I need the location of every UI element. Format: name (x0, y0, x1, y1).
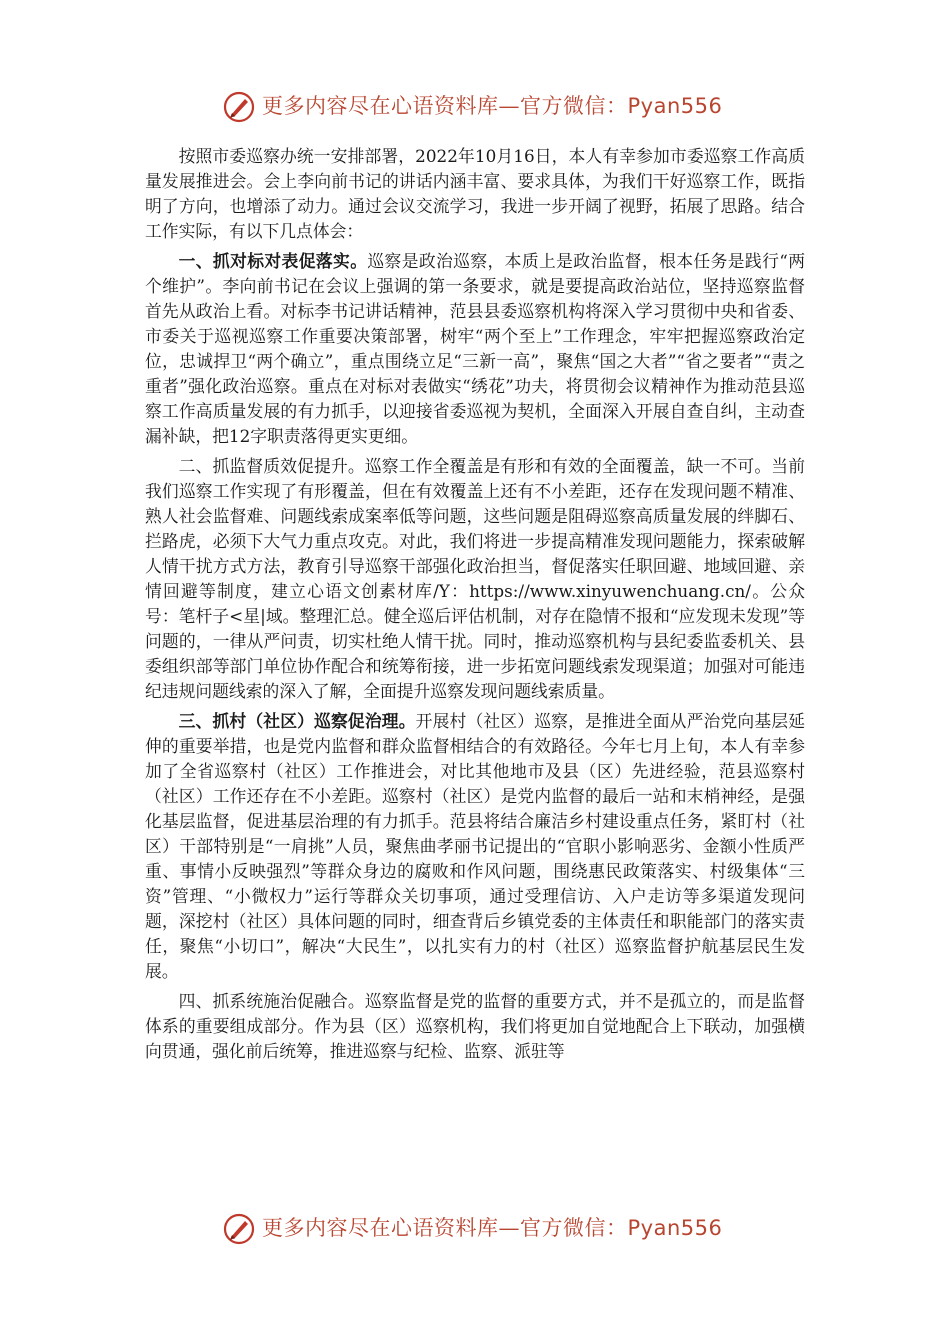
section-body-1: 巡察是政治巡察，本质上是政治监督，根本任务是践行“两个维护”。李向前书记在会议上强调的第一条要求，就是要提高政治站位，坚持巡察监督首先从政治上看。对标李书记讲话精神，范县县委巡察机构将深入学习贯彻中央和省委、市委关于巡视巡察工作重要决策部署，树牢“两个至上”工作理念，牢牢把握巡察政治定位，忠诚捍卫“两个确立”，重点围绕立足“三新一高”，聚焦“国之大者”“省之要者”“责之重者”强化政治巡察。重点在对标对表做实“绣花”功夫，将贯彻会议精神作为推动范县巡察工作高质量发展的有力抓手，以迎接省委巡视为契机，全面深入开展自查自纠，主动查漏补缺，把12字职责落得更实更细。 (145, 251, 805, 446)
section-paragraph-2 (145, 454, 805, 704)
banner-wechat: Pyan556 (627, 1216, 723, 1240)
document-body (145, 144, 805, 1069)
intro-paragraph: 按照市委巡察办统一安排部署，2022年10月16日，本人有幸参加市委巡察工作高质量发展推进会。会上李向前书记的讲话内涵丰富、要求具体，为我们干好巡察工作，既指明了方向，也增添了动力。通过会议交流学习，我进一步开阔了视野，拓展了思路。结合工作实际，有以下几点体会： (145, 146, 805, 241)
banner-text (262, 92, 722, 120)
section-body-3: 开展村（社区）巡察，是推进全面从严治党向基层延伸的重要举措，也是党内监督和群众监督相结合的有效路径。今年七月上旬，本人有幸参加了全省巡察村（社区）工作推进会，对比其他地市及县（区）先进经验，范县巡察村（社区）工作还存在不小差距。巡察村（社区）是党内监督的最后一站和末梢神经，是强化基层监督，促进基层治理的有力抓手。范县将结合廉洁乡村建设重点任务，紧盯村（社区）干部特别是“一肩挑”人员，聚焦曲孝丽书记提出的“官职小影响恶劣、金额小性质严重、事情小反映强烈”等群众身边的腐败和作风问题，围绕惠民政策落实、村级集体“三资”管理、“小微权力”运行等群众关切事项，通过受理信访、入户走访等多渠道发现问题，深挖村（社区）具体问题的同时，细查背后乡镇党委的主体责任和职能部门的落实责任，聚焦“小切口”，解决“大民生”，以扎实有力的村（社区）巡察监督护航基层民生发展。 (145, 711, 805, 981)
banner-title: 更多内容尽在心语资料库—官方微信： (262, 94, 628, 118)
banner-title: 更多内容尽在心语资料库—官方微信： (262, 1216, 628, 1240)
section-body-2: 巡察工作全覆盖是有形和有效的全面覆盖，缺一不可。当前我们巡察工作实现了有形覆盖，但在有效覆盖上还有不小差距，还存在发现问题不精准、熟人社会监督难、问题线索成案率低等问题，这些问题是阻碍巡察高质量发展的绊脚石、拦路虎，必须下大气力重点攻克。对此，我们将进一步提高精准发现问题能力，探索破解人情干扰方式方法，教育引导巡察干部强化政治担当，督促落实任职回避、地域回避、亲情回避等制度，建立心语文创素材库/Y：https://www.xinyuwenchuang.cn/。公众号：笔杆子<星|域。整理汇总。健全巡后评估机制，对存在隐情不报和“应发现未发现”等问题的，一律从严问责，切实杜绝人情干扰。同时，推动巡察机构与县纪委监委机关、县委组织部等部门单位协作配合和统筹衔接，进一步拓宽问题线索发现渠道；加强对可能违纪违规问题线索的深入了解，全面提升巡察发现问题线索质量。 (145, 456, 805, 701)
section-heading-3: 三、抓村（社区）巡察促治理。 (178, 711, 416, 731)
banner-text (262, 1214, 722, 1242)
section-heading-4: 四、抓系统施治促融合。 (178, 991, 365, 1011)
banner-wechat: Pyan556 (627, 94, 723, 118)
section-paragraph-1 (145, 249, 805, 449)
section-heading-2: 二、抓监督质效促提升。 (178, 456, 365, 476)
footer-banner (0, 1208, 950, 1248)
section-body-4: 巡察监督是党的监督的重要方式，并不是孤立的，而是监督体系的重要组成部分。作为县（区）巡察机构，我们将更加自觉地配合上下联动，加强横向贯通，强化前后统筹，推进巡察与纪检、监察、派驻等 (145, 991, 805, 1061)
section-heading-1: 一、抓对标对表促落实。 (178, 251, 368, 271)
pen-logo-icon (222, 1212, 256, 1246)
section-paragraph-3 (145, 709, 805, 984)
header-banner (0, 86, 950, 126)
pen-logo-icon (222, 90, 256, 124)
section-paragraph-4 (145, 989, 805, 1064)
